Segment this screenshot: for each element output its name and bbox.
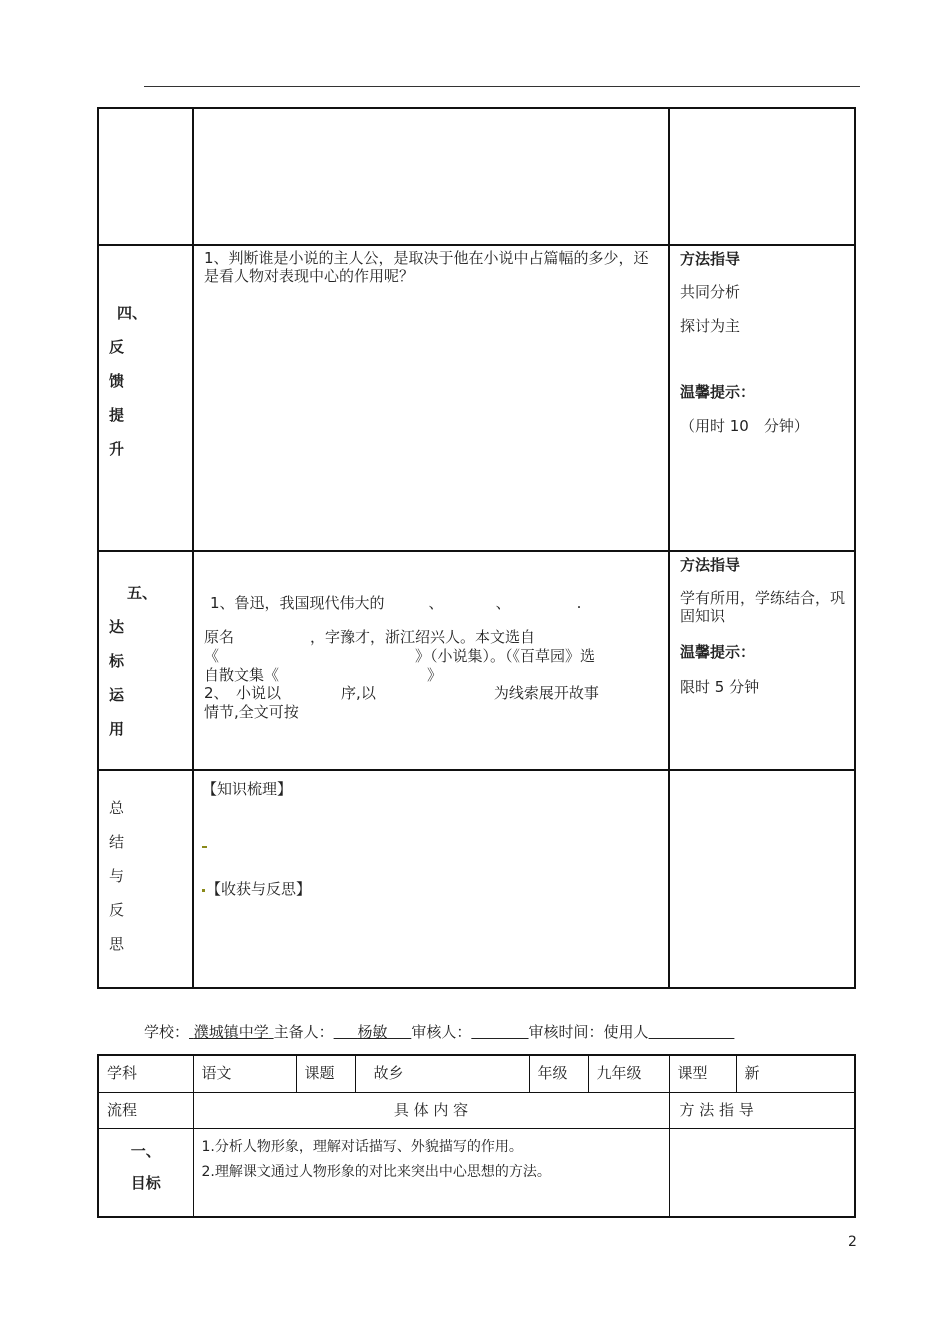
goal-method: [669, 1128, 855, 1217]
summary-heading-char: 反: [109, 901, 125, 919]
goal-item: 2.理解课文通过人物形象的对比来突出中心思想的方法。: [201, 1163, 551, 1180]
section4-method: [669, 245, 855, 551]
cell-blank-left: [98, 108, 193, 245]
cell-blank-mid: [193, 108, 669, 245]
section4-heading-char: 升: [109, 440, 125, 458]
section5-q1-line4: [204, 666, 442, 684]
section4-tip-text: （用时 10 分钟）: [680, 417, 809, 435]
row-header: [98, 1055, 855, 1092]
section5-method: [669, 551, 855, 770]
goal-content: [193, 1128, 669, 1217]
section5-q1-sep: 、: [428, 594, 444, 612]
section5-q1-open: 《: [204, 647, 220, 665]
section5-tip-title: 温馨提示：: [680, 643, 756, 661]
summary-knowledge: 【知识梳理】: [202, 780, 293, 798]
section5-q2-c: 为线索展开故事: [493, 684, 599, 702]
section5-method-title: 方法指导: [680, 556, 741, 574]
row-section4: [98, 245, 855, 551]
summary-method: [669, 770, 855, 988]
section4-tip-title: 温馨提示：: [680, 383, 756, 401]
summary-reflection: 【收获与反思】: [206, 880, 312, 898]
section5-q1-mid: 》（小说集）。（《百草园》选: [415, 647, 596, 665]
row-summary: [98, 770, 855, 988]
section5-q1-line1: [210, 594, 581, 612]
topic-value: 故乡: [355, 1055, 529, 1092]
preparer-label: 主备人：: [273, 1023, 334, 1041]
preparer-name: 杨敏: [357, 1023, 388, 1041]
lesson-table-lower: [97, 1054, 856, 1218]
summary-content: [193, 770, 669, 988]
section5-q1-close: 》: [427, 666, 443, 684]
row-flow: [98, 1092, 855, 1128]
goal-label: 目标: [130, 1173, 161, 1192]
row-goal: [98, 1128, 855, 1217]
section5-q2-a: 2、 小说以: [204, 684, 282, 702]
section5-q2-b: 序,以: [341, 684, 376, 702]
section5-q1-text: 1、鲁迅，我国现代伟大的: [210, 594, 385, 612]
content-label: 具 体 内 容: [193, 1092, 669, 1128]
goal-heading: [98, 1128, 193, 1217]
section4-heading-char: 反: [109, 338, 125, 356]
summary-heading: [98, 770, 193, 988]
section4-heading-num: 四、: [117, 304, 148, 322]
school-label: 学校：: [144, 1023, 190, 1041]
flow-label: 流程: [98, 1092, 193, 1128]
cell-blank-right: [669, 108, 855, 245]
method-label: 方 法 指 导: [669, 1092, 855, 1128]
section5-tip-text: 限时 5 分钟: [680, 678, 760, 696]
section4-content: [193, 245, 669, 551]
grade-label: 年级: [529, 1055, 588, 1092]
summary-heading-char: 结: [109, 833, 125, 851]
reviewer-blank: [471, 1023, 528, 1041]
summary-heading-char: 思: [109, 935, 125, 953]
lesson-table-upper: [97, 107, 856, 989]
row-section5: [98, 551, 855, 770]
section5-q1-rest: ，字豫才，浙江绍兴人。本文选自: [310, 628, 536, 646]
section4-method-line: 探讨为主: [680, 317, 741, 335]
section5-q2-line2: 情节,全文可按: [204, 703, 299, 721]
user-blank: [649, 1023, 735, 1041]
subject-value: 语文: [193, 1055, 296, 1092]
reviewer-label: 审核人：: [411, 1023, 472, 1041]
summary-mark: [202, 889, 205, 892]
section5-q1-line2: [204, 628, 535, 646]
section5-method-text: 学有所用，学练结合，巩固知识: [680, 589, 846, 625]
school-info-line: [144, 1021, 734, 1042]
section5-heading-char: 达: [109, 618, 125, 636]
section5-heading-char: 标: [109, 652, 125, 670]
section5-q1-sep: 、: [495, 594, 511, 612]
review-time-label: 审核时间：使用人: [528, 1023, 649, 1041]
section5-q1-end: .: [576, 594, 582, 612]
section5-heading: [98, 551, 193, 770]
row-blank-top: [98, 108, 855, 245]
section4-heading-char: 提: [109, 406, 125, 424]
section5-q2-line1: [204, 684, 599, 702]
goal-num: 一、: [130, 1141, 161, 1160]
section5-content: [193, 551, 669, 770]
section4-heading-char: 馈: [109, 372, 125, 390]
section5-heading-char: 运: [109, 686, 125, 704]
page-number: 2: [848, 1234, 857, 1250]
type-value: 新: [736, 1055, 855, 1092]
section5-q1-label: 原名: [204, 628, 235, 646]
section5-heading-num: 五、: [127, 584, 158, 602]
school-name: 濮城镇中学: [193, 1023, 269, 1041]
header-rule: [144, 86, 860, 87]
section4-question: 1、判断谁是小说的主人公，是取决于他在小说中占篇幅的多少，还是看人物对表现中心的作用呢？: [204, 249, 649, 285]
summary-heading-char: 总: [109, 799, 125, 817]
goal-item: 1.分析人物形象，理解对话描写、外貌描写的作用。: [201, 1138, 523, 1155]
summary-heading-char: 与: [109, 867, 125, 885]
subject-label: 学科: [98, 1055, 193, 1092]
section4-method-title: 方法指导: [680, 250, 741, 268]
section4-heading: [98, 245, 193, 551]
section5-heading-char: 用: [109, 720, 125, 738]
section4-method-line: 共同分析: [680, 283, 741, 301]
type-label: 课型: [669, 1055, 736, 1092]
section5-q1-d: 自散文集《: [204, 666, 280, 684]
summary-mark: [202, 846, 207, 848]
grade-value: 九年级: [588, 1055, 669, 1092]
topic-label: 课题: [296, 1055, 355, 1092]
section5-q1-line3: [204, 647, 595, 665]
